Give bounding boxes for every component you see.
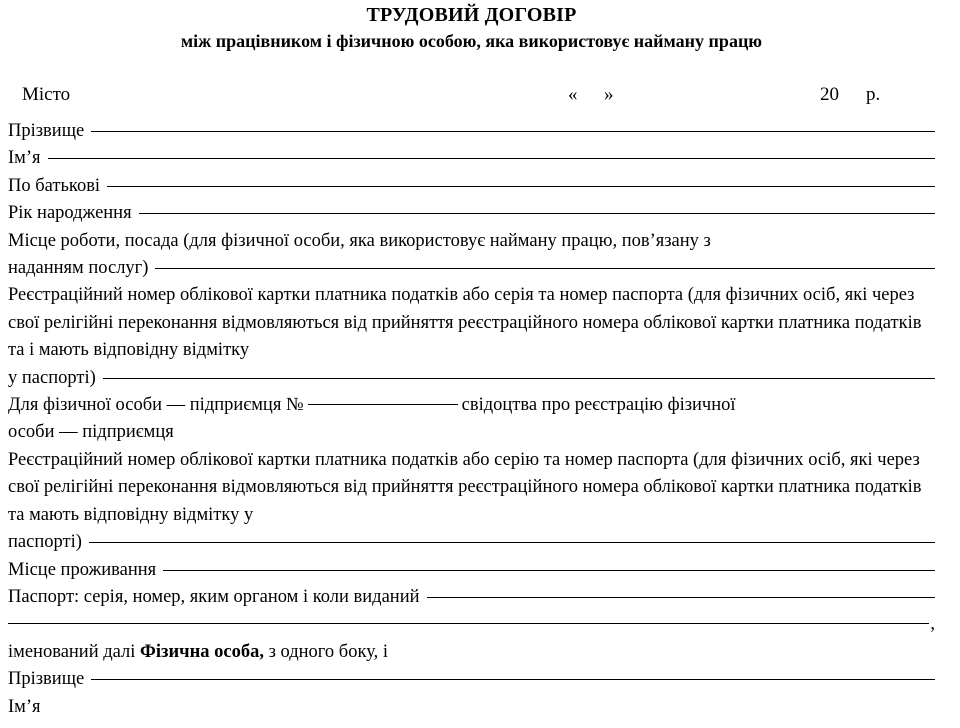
- workplace-text: Місце роботи, посада (для фізичної особи, яка використовує найману працю, пов’язану з: [8, 230, 711, 251]
- surname-input-1[interactable]: [91, 131, 935, 132]
- birth-year-input[interactable]: [139, 213, 935, 214]
- city-label: Місто: [22, 84, 71, 105]
- form-body: [8, 118, 935, 721]
- tax-number-1-input[interactable]: [103, 378, 935, 379]
- document-subtitle: між працівником і фізичною особою, яка використовує найману працю: [180, 31, 763, 51]
- birth-year-label: Рік народження: [8, 203, 132, 224]
- field-row-patronymic: [8, 173, 935, 200]
- paragraph-entrepreneur: [8, 392, 935, 447]
- day-quote-close: »: [604, 84, 614, 105]
- paragraph-tax-number-1: [8, 282, 935, 392]
- passport-input[interactable]: [427, 597, 936, 598]
- named-party-term: Фізична особа,: [140, 641, 264, 662]
- residence-input[interactable]: [163, 570, 935, 571]
- tax-number-1-tail-text: у паспорті): [8, 367, 96, 388]
- named-party-prefix: іменований далі: [8, 641, 141, 662]
- firstname-label-2: Ім’я: [8, 696, 41, 717]
- workplace-input[interactable]: [155, 268, 935, 269]
- residence-label: Місце проживання: [8, 559, 157, 580]
- surname-label-1: Прізвище: [8, 121, 85, 141]
- workplace-tail: [8, 255, 935, 282]
- named-party-suffix: з одного боку, і: [263, 641, 388, 662]
- field-row-passport: [8, 584, 935, 611]
- entrepreneur-middle: свідоцтва про реєстрацію фізичної: [461, 395, 736, 416]
- passport-continuation-comma: ,: [930, 614, 935, 635]
- surname-input-2[interactable]: [91, 679, 935, 680]
- workplace-tail-text: наданням послуг): [8, 258, 149, 279]
- entrepreneur-prefix: Для фізичної особи — підприємця №: [8, 395, 304, 416]
- paragraph-workplace: [8, 228, 935, 283]
- year-suffix: р.: [866, 84, 881, 105]
- passport-continuation-row: [8, 611, 935, 638]
- tax-number-1-text: Реєстраційний номер облікової картки платника податків або серія та номер паспорта (для фізичних осіб, які через свої релігійні переконання відмовляються від прийняття реєстраційного номера облікової картки платника податків та і мають відповідну відмітку: [8, 285, 922, 361]
- patronymic-input[interactable]: [107, 186, 935, 187]
- tax-number-2-tail-text: паспорті): [8, 532, 82, 553]
- field-row-birth-year: [8, 200, 935, 227]
- passport-continuation-input[interactable]: [8, 623, 929, 624]
- field-row-firstname-1: [8, 145, 935, 172]
- passport-label: Паспорт: серія, номер, яким органом і коли виданий: [8, 586, 420, 607]
- entrepreneur-suffix: особи — підприємця: [8, 422, 174, 443]
- field-row-surname-2: [8, 666, 935, 693]
- day-quote-open: «: [568, 84, 578, 105]
- paragraph-named-party: [8, 639, 935, 666]
- tax-number-2-text: Реєстраційний номер облікової картки платника податків або серію та номер паспорта (для фізичних осіб, які через свої релігійні переконання відмовляються від прийняття реєстраційного номера облікової картки платника податків та мають відповідну відмітку у: [8, 449, 922, 525]
- city-date-row: [8, 70, 935, 118]
- tax-number-2-input[interactable]: [89, 542, 935, 543]
- field-row-residence: [8, 557, 935, 584]
- firstname-label-1: Ім’я: [8, 148, 41, 169]
- tax-number-2-tail: [8, 529, 935, 556]
- tax-number-1-tail: [8, 365, 935, 392]
- year-prefix: 20: [820, 84, 839, 105]
- field-row-firstname-2: [8, 694, 935, 721]
- patronymic-label: По батькові: [8, 175, 101, 196]
- surname-label-2: Прізвище: [8, 669, 85, 690]
- page-title: ТРУДОВИЙ ДОГОВІР: [366, 4, 577, 26]
- entrepreneur-certificate-input[interactable]: [308, 404, 458, 405]
- document-header: [8, 0, 935, 54]
- field-row-surname-1: [8, 118, 935, 145]
- paragraph-tax-number-2: [8, 447, 935, 557]
- firstname-input-1[interactable]: [48, 158, 935, 159]
